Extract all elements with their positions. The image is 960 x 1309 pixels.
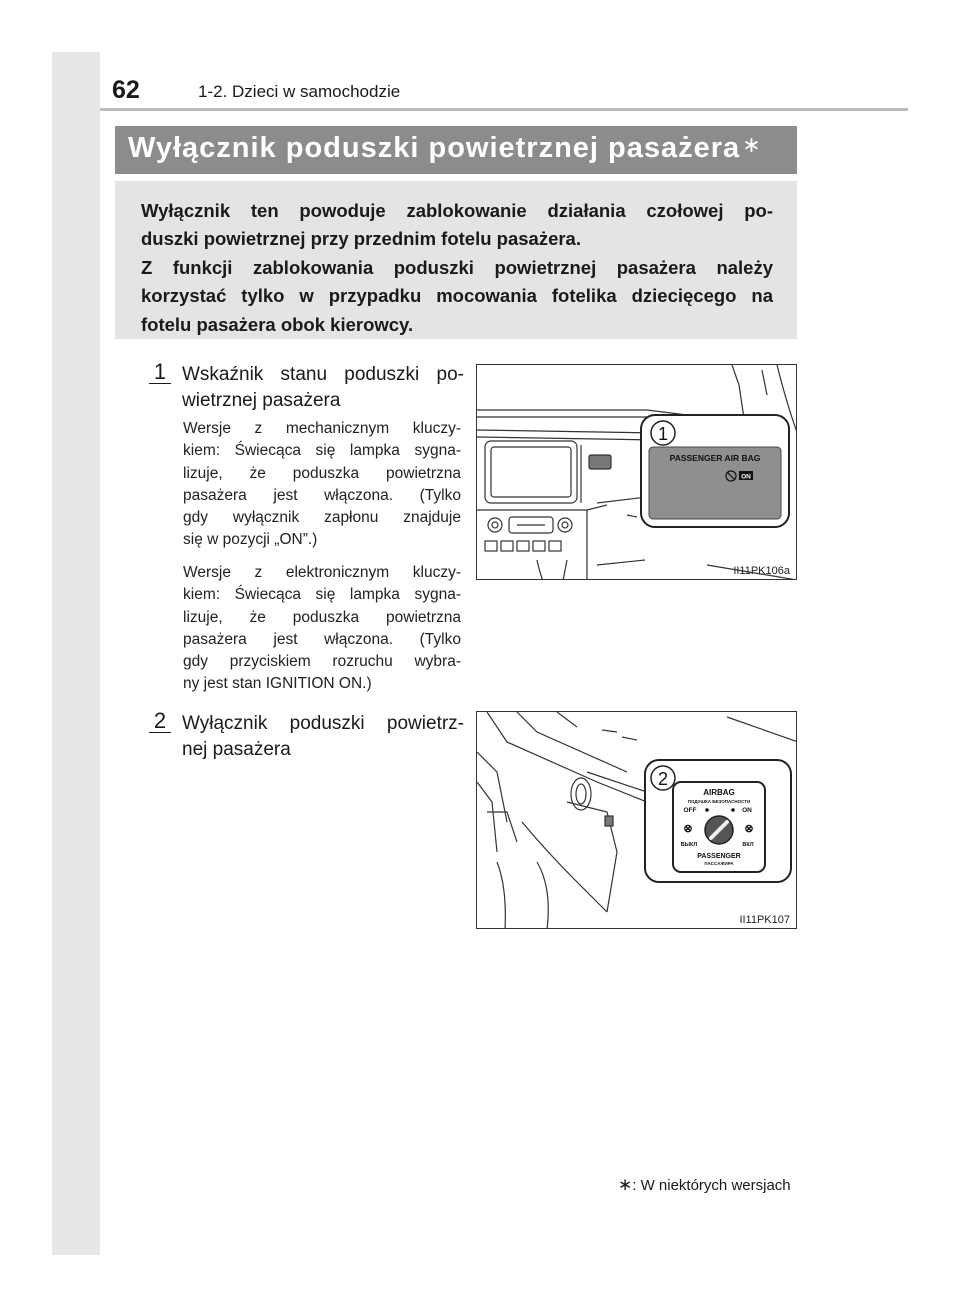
intro-line: korzystać tylko w przypadku mocowania fotelika dziecięcego na xyxy=(141,285,773,307)
figure-code: II11PK107 xyxy=(739,914,790,926)
dashboard-illustration xyxy=(477,365,797,580)
note-line: pasażera jest włączona. (Tylko xyxy=(183,630,461,648)
note-line: Wersje z mechanicznym kluczy- xyxy=(183,420,461,437)
panel-label: PASSENGER AIR BAG xyxy=(669,453,761,463)
footnote-text: : W niektórych wersjach xyxy=(632,1177,791,1194)
on-indicator-label: ON xyxy=(741,473,751,481)
section-title xyxy=(128,132,762,165)
chapter-title: 1-2. Dzieci w samochodzie xyxy=(198,82,401,101)
figure-indicator-illustration xyxy=(476,364,797,580)
intro-box xyxy=(115,181,797,339)
note-electronic-key xyxy=(183,562,461,696)
item-heading-line: nej pasażera xyxy=(182,739,291,760)
switch-bottom-label: PASSENGER xyxy=(697,853,741,860)
note-line: się w pozycji „ON”.) xyxy=(183,531,318,549)
note-line: lizuje, że poduszka powietrzna xyxy=(183,464,461,482)
item-number-1: 1 xyxy=(149,361,171,384)
switch-bottom-label-ru: ПАССАЖИРА xyxy=(704,861,734,866)
on-label: ON xyxy=(742,807,752,814)
note-line: lizuje, że poduszka powietrzna xyxy=(183,608,461,626)
glovebox-illustration xyxy=(477,712,797,929)
on-label-ru: ВКЛ xyxy=(742,842,754,848)
note-line: gdy wyłącznik zapłonu znajduje xyxy=(183,509,461,527)
switch-top-label: AIRBAG xyxy=(703,788,735,797)
header-rule xyxy=(100,108,908,111)
intro-text xyxy=(141,197,773,339)
item-heading-1 xyxy=(182,362,464,414)
item-heading-line: Wskaźnik stanu poduszki po- xyxy=(182,364,464,385)
item-heading-line: wietrznej pasażera xyxy=(182,390,341,411)
note-line: gdy przyciskiem rozruchu wybra- xyxy=(183,653,461,671)
off-label-ru: ВЫКЛ xyxy=(680,842,698,848)
callout-number-2: 2 xyxy=(657,769,669,789)
page-number: 62 xyxy=(112,76,140,104)
airbag-off-icon: ⊗ xyxy=(683,823,693,835)
item-heading-line: Wyłącznik poduszki powietrz- xyxy=(182,713,464,734)
footnote xyxy=(618,1175,791,1195)
footnote-asterisk-icon: ∗ xyxy=(742,132,762,157)
item-number-2: 2 xyxy=(149,710,171,733)
intro-line: Z funkcji zablokowania poduszki powietrznej pasażera należy xyxy=(141,256,773,278)
intro-line: fotelu pasażera obok kierowcy. xyxy=(141,313,414,335)
callout-number-1: 1 xyxy=(657,424,669,444)
note-line: kiem: Świecąca się lampka sygna- xyxy=(183,586,461,604)
off-label: OFF xyxy=(683,807,697,814)
note-line: Wersje z elektronicznym kluczy- xyxy=(183,564,461,581)
footnote-asterisk-icon: ∗ xyxy=(618,1175,633,1194)
note-line: ny jest stan IGNITION ON.) xyxy=(183,675,372,693)
section-title-text: Wyłącznik poduszki powietrznej pasażera xyxy=(128,132,741,164)
side-margin-bar xyxy=(52,52,100,1255)
item-heading-2 xyxy=(182,711,464,763)
switch-top-label-ru: ПОДУШКА БЕЗОПАСНОСТИ xyxy=(687,799,751,804)
figure-code: II11PK106a xyxy=(733,565,790,577)
intro-line: Wyłącznik ten powoduje zablokowanie działania czołowej po- xyxy=(141,200,773,221)
note-line: pasażera jest włączona. (Tylko xyxy=(183,486,461,504)
intro-line: duszki powietrznej przy przednim fotelu pasażera. xyxy=(141,228,581,250)
section-title-bar xyxy=(115,126,797,174)
airbag-on-icon: ⊗ xyxy=(744,823,754,835)
figure-switch-illustration xyxy=(476,711,797,929)
note-mechanical-key xyxy=(183,418,461,552)
note-line: kiem: Świecąca się lampka sygna- xyxy=(183,442,461,460)
